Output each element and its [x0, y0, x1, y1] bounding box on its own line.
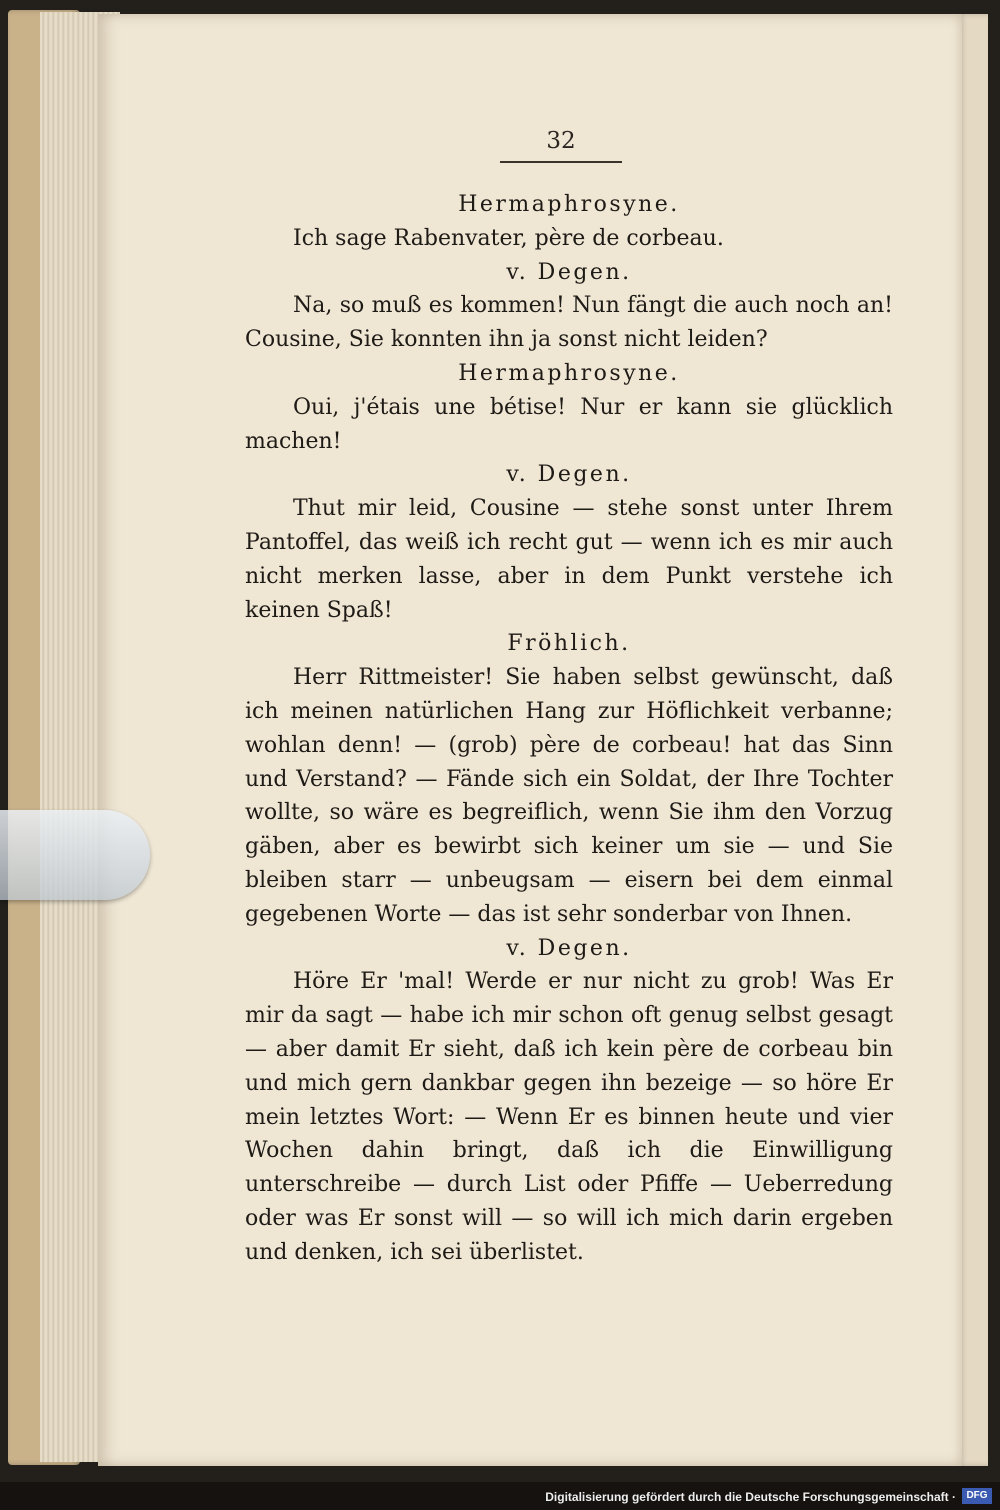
dialogue-paragraph: Oui, j'étais une bétise! Nur er kann sie glücklich machen!: [245, 394, 893, 454]
speaker-name: Fröhlich.: [507, 631, 631, 657]
page-clip: [0, 810, 150, 900]
page-number-rule: [500, 161, 622, 163]
dialogue-paragraph: Ich sage Rabenvater, père de corbeau.: [293, 225, 724, 251]
dialogue-paragraph: Thut mir leid, Cousine — stehe sonst unter Ihrem Pantoffel, das weiß ich recht gut — wenn ich es mir auch nicht merken lasse, aber in dem Punkt verstehe ich keinen Spaß!: [245, 496, 893, 623]
speaker-name: v. Degen.: [506, 462, 632, 488]
dfg-logo-icon: DFG: [962, 1488, 992, 1504]
speaker-name: Hermaphrosyne.: [458, 192, 680, 217]
speaker-name: v. Degen.: [506, 935, 632, 961]
dialogue-paragraph: Herr Rittmeister! Sie haben selbst gewünscht, daß ich meinen natürlichen Hang zur Höflichkeit verbanne; wohlan denn! — (grob) père de corbeau! hat das Sinn und Verstand? — Fände sich ein Soldat, der Ihre Tochter wollte, so wäre es begreiflich, wenn Sie ihm den Vorzug gäben, aber es bewirbt sich keiner um sie — und Sie bleiben starr — unbeugsam — eisern bei dem einmal gegebenen Worte — das ist sehr sonderbar von Ihnen.: [245, 665, 893, 927]
footer-bar: [0, 1482, 1000, 1510]
funding-notice: Digitalisierung gefördert durch die Deutsche Forschungsgemeinschaft ·: [545, 1490, 956, 1504]
page-text: [245, 188, 893, 1270]
speaker-name: v. Degen.: [506, 259, 632, 285]
dialogue-paragraph: Na, so muß es kommen! Nun fängt die auch noch an! Cousine, Sie konnten ihn ja sonst nicht leiden?: [245, 293, 893, 353]
speaker-name: Hermaphrosyne.: [458, 360, 680, 386]
dialogue-paragraph: Höre Er 'mal! Werde er nur nicht zu grob! Was Er mir da sagt — habe ich mir schon oft genug selbst gesagt — aber damit Er sieht, daß ich kein père de corbeau bin und mich gern dankbar gegen ihn bezeige — so höre Er mein letztes Wort: — Wenn Er es binnen heute und vier Wochen dahin bringt, daß ich die Einwilligung unterschreibe — durch List oder Pfiffe — Ueberredung oder was Er sonst will — so will ich mich darin ergeben und denken, ich sei überlistet.: [245, 969, 893, 1265]
next-page-edge: [958, 14, 988, 1466]
page-number: 32: [546, 128, 576, 154]
